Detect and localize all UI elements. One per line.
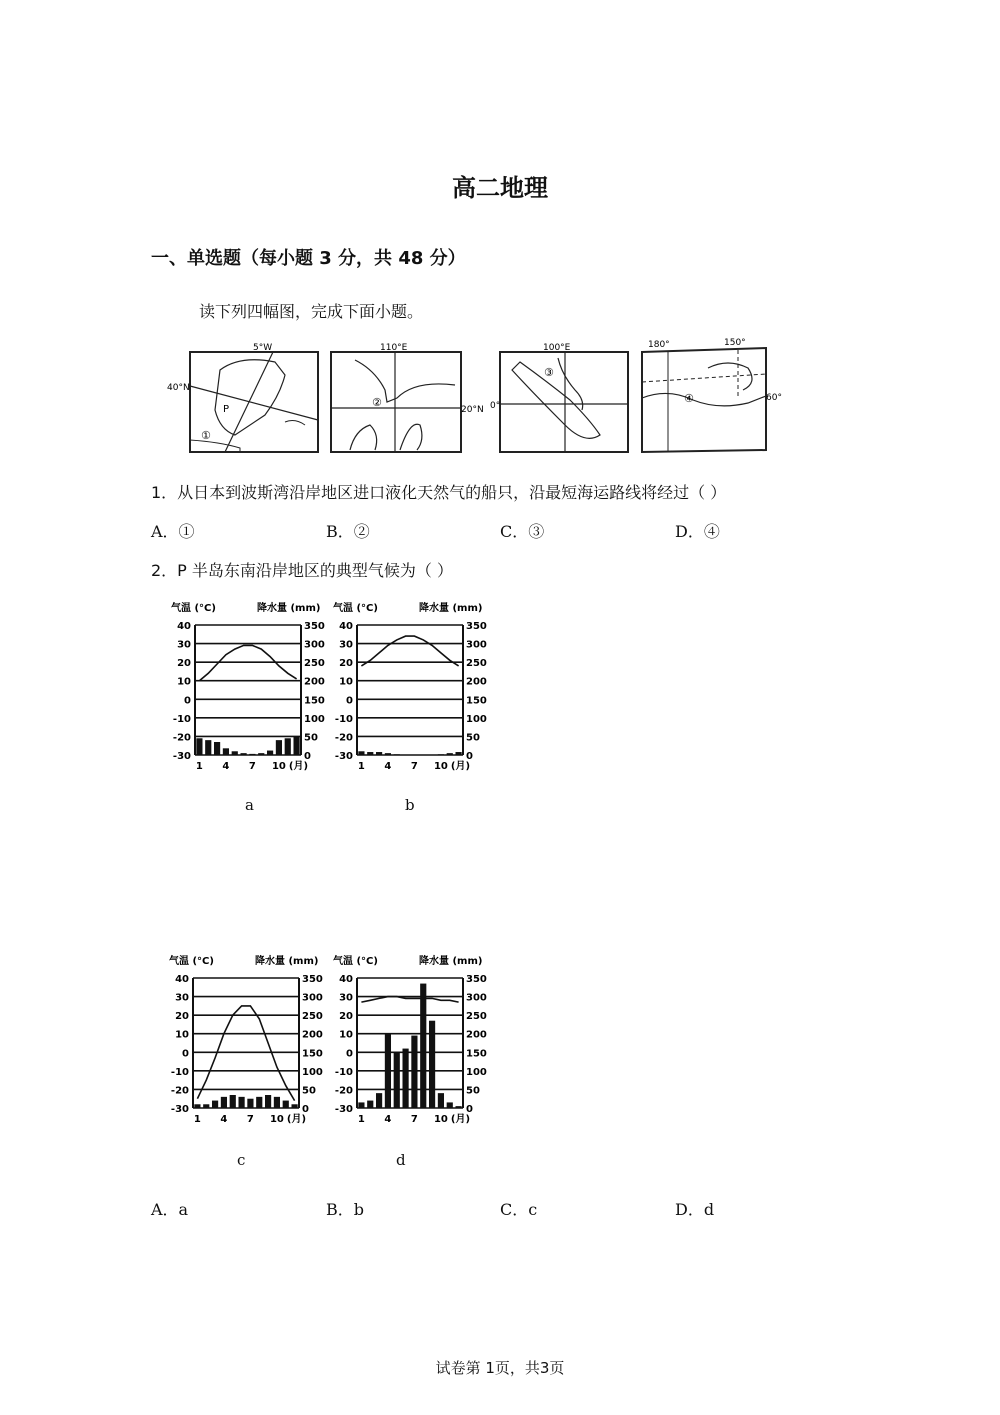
y-tick-left: -20 bbox=[334, 732, 353, 744]
y-tick-right: 150 bbox=[302, 1048, 323, 1060]
y-tick-right: 0 bbox=[302, 1104, 309, 1115]
y-tick-right: 50 bbox=[304, 732, 318, 744]
map-3-marker: ③ bbox=[544, 366, 554, 379]
y-tick-right: 50 bbox=[466, 1085, 480, 1097]
y-tick-left: -10 bbox=[172, 713, 191, 725]
page-footer: 试卷第 1页，共3页 bbox=[435, 1359, 565, 1377]
y-tick-right: 150 bbox=[466, 695, 487, 707]
map-2 bbox=[325, 340, 484, 458]
x-tick: 1 bbox=[357, 1114, 365, 1125]
x-tick: 10 bbox=[433, 1114, 448, 1125]
y-tick-left: 10 bbox=[175, 1029, 189, 1041]
y-tick-right: 50 bbox=[466, 732, 480, 744]
y-tick-left: 30 bbox=[339, 639, 353, 651]
precip-bar bbox=[214, 742, 220, 755]
y-tick-right: 0 bbox=[466, 1104, 473, 1115]
precip-bar bbox=[429, 1021, 435, 1108]
q1-option-b[interactable]: B．② bbox=[326, 522, 370, 541]
map-1-marker: ① bbox=[201, 429, 211, 442]
page-title: 高二地理 bbox=[452, 174, 548, 202]
y-tick-left: 10 bbox=[177, 676, 191, 688]
map-3-lon-label: 100°E bbox=[543, 343, 571, 353]
y-tick-right: 100 bbox=[466, 1066, 487, 1078]
y-tick-left: -30 bbox=[172, 751, 191, 762]
precip-axis-title: 降水量 (mm) bbox=[419, 956, 483, 967]
precip-bar bbox=[376, 752, 382, 755]
y-tick-left: -10 bbox=[334, 1066, 353, 1078]
y-tick-left: -20 bbox=[334, 1085, 353, 1097]
temp-axis-title: 气温 (°C) bbox=[169, 956, 214, 967]
precip-bar bbox=[438, 1093, 444, 1108]
y-tick-right: 0 bbox=[304, 751, 311, 762]
x-tick: 4 bbox=[220, 1114, 228, 1125]
y-tick-left: 0 bbox=[346, 1048, 353, 1060]
y-tick-right: 300 bbox=[302, 992, 323, 1004]
temp-axis-title: 气温 (°C) bbox=[171, 603, 216, 614]
climate-chart-d bbox=[327, 948, 495, 1138]
precip-bar bbox=[265, 1095, 271, 1108]
precip-bar bbox=[240, 753, 246, 755]
precip-bar bbox=[276, 740, 282, 755]
precip-bar bbox=[238, 1097, 244, 1108]
x-tick: 4 bbox=[384, 761, 392, 772]
precip-bar bbox=[258, 753, 264, 755]
precip-bar bbox=[232, 751, 238, 755]
precip-bar bbox=[283, 1101, 289, 1108]
y-tick-left: -30 bbox=[170, 1104, 189, 1115]
y-tick-left: 0 bbox=[346, 695, 353, 707]
x-tick: 7 bbox=[246, 1114, 254, 1125]
precip-bar bbox=[212, 1101, 218, 1108]
y-tick-right: 100 bbox=[466, 713, 487, 725]
x-tick: 1 bbox=[357, 761, 365, 772]
map-2-lon-label: 110°E bbox=[380, 343, 408, 353]
y-tick-right: 150 bbox=[304, 695, 325, 707]
precip-axis-title: 降水量 (mm) bbox=[257, 603, 321, 614]
temperature-line bbox=[361, 997, 458, 1003]
y-tick-left: 0 bbox=[182, 1048, 189, 1060]
y-tick-right: 250 bbox=[466, 1011, 487, 1023]
chart-caption-c: c bbox=[237, 1151, 246, 1169]
y-tick-right: 300 bbox=[304, 639, 325, 651]
y-tick-right: 250 bbox=[466, 658, 487, 670]
map-4-lon-label-left: 180° bbox=[648, 340, 670, 350]
y-tick-right: 300 bbox=[466, 992, 487, 1004]
precip-bar bbox=[420, 984, 426, 1108]
x-tick: 1 bbox=[193, 1114, 201, 1125]
precip-bar bbox=[267, 751, 273, 755]
precip-bar bbox=[402, 1049, 408, 1108]
y-tick-right: 350 bbox=[466, 974, 487, 985]
y-tick-right: 300 bbox=[466, 639, 487, 651]
y-tick-left: 10 bbox=[339, 676, 353, 688]
precip-bar bbox=[447, 753, 453, 755]
temperature-line bbox=[197, 1006, 294, 1101]
map-1-lat-label: 40°N bbox=[167, 383, 190, 393]
q2-option-c[interactable]: C．c bbox=[500, 1200, 538, 1219]
precip-bar bbox=[394, 1052, 400, 1108]
y-tick-right: 350 bbox=[304, 621, 325, 632]
climate-chart-c bbox=[163, 948, 331, 1138]
precip-bar bbox=[394, 754, 400, 755]
question-1: 1．从日本到波斯湾沿岸地区进口液化天然气的船只，沿最短海运路线将经过（ ） bbox=[151, 483, 727, 502]
y-tick-right: 200 bbox=[302, 1029, 323, 1041]
precip-bar bbox=[194, 1104, 200, 1108]
precip-bar bbox=[367, 1101, 373, 1108]
map-1-lon-label: 5°W bbox=[253, 343, 273, 353]
precip-bar bbox=[293, 736, 299, 755]
question-2: 2．P 半岛东南沿岸地区的典型气候为（ ） bbox=[151, 561, 454, 580]
temp-axis-title: 气温 (°C) bbox=[333, 603, 378, 614]
y-tick-left: -10 bbox=[334, 713, 353, 725]
precip-bar bbox=[256, 1097, 262, 1108]
y-tick-right: 200 bbox=[466, 676, 487, 688]
map-1-letter: P bbox=[223, 404, 230, 415]
y-tick-left: -30 bbox=[334, 1104, 353, 1115]
map-1 bbox=[165, 340, 325, 458]
precip-bar bbox=[411, 1036, 417, 1108]
precip-bar bbox=[230, 1095, 236, 1108]
y-tick-right: 350 bbox=[466, 621, 487, 632]
y-tick-right: 150 bbox=[466, 1048, 487, 1060]
y-tick-left: -10 bbox=[170, 1066, 189, 1078]
y-tick-right: 250 bbox=[304, 658, 325, 670]
chart-caption-b: b bbox=[405, 796, 415, 814]
precip-axis-title: 降水量 (mm) bbox=[255, 956, 319, 967]
precip-bar bbox=[249, 754, 255, 755]
precip-bar bbox=[205, 740, 211, 755]
precip-bar bbox=[447, 1102, 453, 1108]
x-unit-label: (月) bbox=[286, 1114, 307, 1125]
precip-bar bbox=[455, 752, 461, 755]
x-tick: 10 bbox=[271, 761, 286, 772]
chart-caption-a: a bbox=[245, 796, 254, 814]
map-4-lat-label: 60° bbox=[766, 393, 782, 403]
climate-chart-a bbox=[165, 595, 330, 785]
y-tick-right: 50 bbox=[302, 1085, 316, 1097]
y-tick-right: 250 bbox=[302, 1011, 323, 1023]
y-tick-right: 100 bbox=[304, 713, 325, 725]
x-unit-label: (月) bbox=[450, 1114, 471, 1125]
y-tick-left: 40 bbox=[339, 974, 353, 985]
map-2-marker: ② bbox=[372, 396, 382, 409]
chart-caption-d: d bbox=[396, 1151, 406, 1169]
intro-text: 读下列四幅图，完成下面小题。 bbox=[199, 302, 424, 321]
precip-bar bbox=[385, 1034, 391, 1108]
x-unit-label: (月) bbox=[450, 761, 471, 772]
x-tick: 4 bbox=[384, 1114, 392, 1125]
climate-chart-b bbox=[327, 595, 495, 785]
y-tick-left: -30 bbox=[334, 751, 353, 762]
y-tick-right: 200 bbox=[466, 1029, 487, 1041]
section-heading: 一、单选题（每小题 3 分，共 48 分） bbox=[151, 248, 466, 269]
precip-bar bbox=[358, 751, 364, 755]
map-4 bbox=[638, 338, 788, 458]
temperature-line bbox=[199, 645, 296, 680]
map-2-lat-label: 20°N bbox=[461, 405, 484, 415]
y-tick-left: 20 bbox=[177, 658, 191, 670]
q2-option-b[interactable]: B．b bbox=[326, 1200, 365, 1219]
x-tick: 4 bbox=[222, 761, 230, 772]
precip-bar bbox=[376, 1093, 382, 1108]
y-tick-left: 0 bbox=[184, 695, 191, 707]
precip-bar bbox=[385, 753, 391, 755]
precip-bar bbox=[196, 738, 202, 755]
precip-bar bbox=[285, 738, 291, 755]
x-tick: 10 bbox=[433, 761, 448, 772]
map-3-lat-label: 0° bbox=[490, 401, 501, 411]
temp-axis-title: 气温 (°C) bbox=[333, 956, 378, 967]
precip-bar bbox=[203, 1104, 209, 1108]
y-tick-right: 350 bbox=[302, 974, 323, 985]
y-tick-left: 20 bbox=[175, 1011, 189, 1023]
y-tick-left: -20 bbox=[170, 1085, 189, 1097]
y-tick-right: 0 bbox=[466, 751, 473, 762]
y-tick-left: 40 bbox=[177, 621, 191, 632]
y-tick-right: 100 bbox=[302, 1066, 323, 1078]
x-unit-label: (月) bbox=[288, 761, 309, 772]
y-tick-left: 30 bbox=[175, 992, 189, 1004]
precip-bar bbox=[223, 748, 229, 755]
q2-option-d[interactable]: D．d bbox=[675, 1200, 715, 1219]
precip-bar bbox=[221, 1097, 227, 1108]
map-4-marker: ④ bbox=[684, 392, 694, 405]
y-tick-left: 10 bbox=[339, 1029, 353, 1041]
precip-bar bbox=[247, 1099, 253, 1108]
precip-bar bbox=[367, 752, 373, 755]
precip-axis-title: 降水量 (mm) bbox=[419, 603, 483, 614]
q1-option-c[interactable]: C．③ bbox=[500, 522, 545, 541]
y-tick-right: 200 bbox=[304, 676, 325, 688]
y-tick-left: 40 bbox=[339, 621, 353, 632]
precip-bar bbox=[438, 754, 444, 755]
x-tick: 7 bbox=[410, 1114, 418, 1125]
precip-bar bbox=[358, 1102, 364, 1108]
y-tick-left: 20 bbox=[339, 658, 353, 670]
map-3 bbox=[490, 340, 635, 458]
y-tick-left: 20 bbox=[339, 1011, 353, 1023]
x-tick: 7 bbox=[248, 761, 256, 772]
y-tick-left: 30 bbox=[339, 992, 353, 1004]
q1-option-a[interactable]: A．① bbox=[151, 522, 195, 541]
precip-bar bbox=[291, 1104, 297, 1108]
map-4-lon-label-right: 150° bbox=[724, 338, 746, 348]
y-tick-left: -20 bbox=[172, 732, 191, 744]
x-tick: 10 bbox=[269, 1114, 284, 1125]
y-tick-left: 30 bbox=[177, 639, 191, 651]
x-tick: 7 bbox=[410, 761, 418, 772]
x-tick: 1 bbox=[195, 761, 203, 772]
precip-bar bbox=[455, 1106, 461, 1108]
y-tick-left: 40 bbox=[175, 974, 189, 985]
q1-option-d[interactable]: D．④ bbox=[675, 522, 720, 541]
precip-bar bbox=[274, 1097, 280, 1108]
q2-option-a[interactable]: A．a bbox=[151, 1200, 189, 1219]
